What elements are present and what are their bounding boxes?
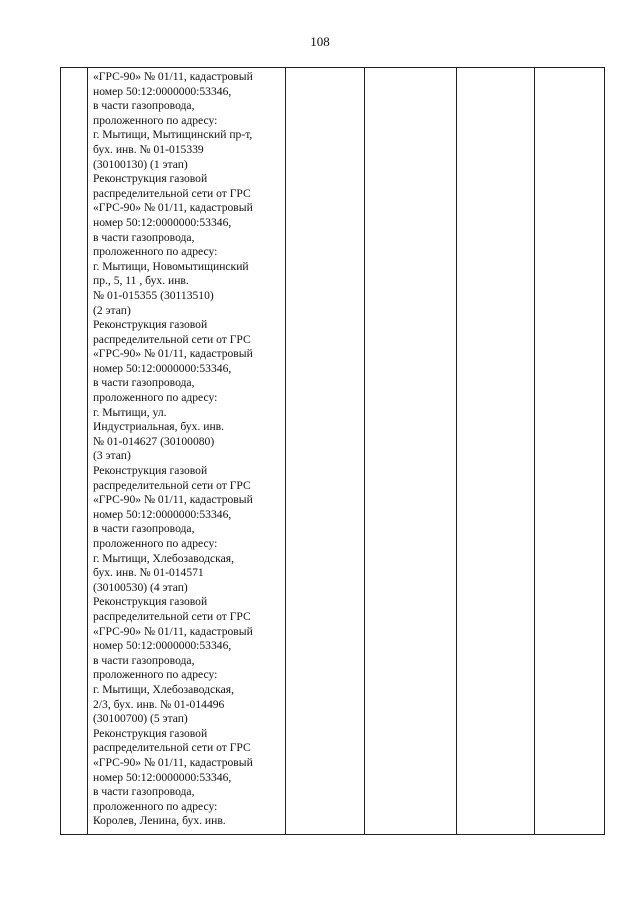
description-line: бух. инв. № 01-015339 bbox=[93, 142, 204, 156]
document-table bbox=[60, 67, 605, 835]
description-line: (30100130) (1 этап) bbox=[93, 157, 188, 171]
description-line: (3 этап) bbox=[93, 449, 131, 463]
description-line: «ГРС-90» № 01/11, кадастровый bbox=[93, 201, 253, 215]
description-line: проложенного по адресу: bbox=[93, 668, 218, 682]
description-line: номер 50:12:0000000:53346, bbox=[93, 639, 232, 653]
description-line: Реконструкция газовой bbox=[93, 726, 208, 740]
column-divider bbox=[456, 68, 457, 834]
description-line: распределительной сети от ГРС bbox=[93, 186, 251, 200]
description-line: Королев, Ленина, бух. инв. bbox=[93, 814, 226, 828]
description-line: номер 50:12:0000000:53346, bbox=[93, 507, 232, 521]
description-line: проложенного по адресу: bbox=[93, 799, 218, 813]
description-line: распределительной сети от ГРС bbox=[93, 741, 251, 755]
description-line: в части газопровода, bbox=[93, 653, 195, 667]
description-line: Индустриальная, бух. инв. bbox=[93, 420, 225, 434]
description-line: г. Мытищи, Мытищинский пр-т, bbox=[93, 128, 253, 142]
description-line: «ГРС-90» № 01/11, кадастровый bbox=[93, 347, 253, 361]
description-line: проложенного по адресу: bbox=[93, 113, 218, 127]
description-line: номер 50:12:0000000:53346, bbox=[93, 770, 232, 784]
description-line: г. Мытищи, Хлебозаводская, bbox=[93, 682, 235, 696]
description-line: Реконструкция газовой bbox=[93, 595, 208, 609]
description-line: «ГРС-90» № 01/11, кадастровый bbox=[93, 755, 253, 769]
column-divider bbox=[364, 68, 365, 834]
description-line: «ГРС-90» № 01/11, кадастровый bbox=[93, 624, 253, 638]
column-divider bbox=[87, 68, 88, 834]
description-line: (2 этап) bbox=[93, 303, 131, 317]
description-line: в части газопровода, bbox=[93, 522, 195, 536]
object-description-cell bbox=[93, 70, 288, 835]
description-line: Реконструкция газовой bbox=[93, 172, 208, 186]
column-divider bbox=[534, 68, 535, 834]
description-line: г. Мытищи, ул. bbox=[93, 405, 167, 419]
description-line: в части газопровода, bbox=[93, 99, 195, 113]
description-line: распределительной сети от ГРС bbox=[93, 609, 251, 623]
description-line: распределительной сети от ГРС bbox=[93, 478, 251, 492]
description-line: (30100700) (5 этап) bbox=[93, 712, 188, 726]
description-line: № 01-015355 (30113510) bbox=[93, 288, 214, 302]
description-line: в части газопровода, bbox=[93, 785, 195, 799]
description-line: распределительной сети от ГРС bbox=[93, 332, 251, 346]
description-line: бух. инв. № 01-014571 bbox=[93, 566, 204, 580]
description-line: 2/3, бух. инв. № 01-014496 bbox=[93, 697, 225, 711]
description-line: Реконструкция газовой bbox=[93, 318, 208, 332]
description-line: «ГРС-90» № 01/11, кадастровый bbox=[93, 70, 253, 83]
description-line: Реконструкция газовой bbox=[93, 464, 208, 478]
description-line: «ГРС-90» № 01/11, кадастровый bbox=[93, 493, 253, 507]
description-line: в части газопровода, bbox=[93, 230, 195, 244]
description-line: (30100530) (4 этап) bbox=[93, 580, 188, 594]
description-line: номер 50:12:0000000:53346, bbox=[93, 215, 232, 229]
description-line: в части газопровода, bbox=[93, 376, 195, 390]
description-line: проложенного по адресу: bbox=[93, 537, 218, 550]
description-line: г. Мытищи, Новомытищинский bbox=[93, 259, 249, 273]
description-line: номер 50:12:0000000:53346, bbox=[93, 361, 232, 375]
description-line: г. Мытищи, Хлебозаводская, bbox=[93, 551, 235, 565]
page-number: 108 bbox=[310, 34, 330, 49]
description-line: № 01-014627 (30100080) bbox=[93, 434, 215, 448]
description-line: номер 50:12:0000000:53346, bbox=[93, 84, 232, 98]
description-line: проложенного по адресу: bbox=[93, 391, 218, 405]
description-line: пр., 5, 11 , бух. инв. bbox=[93, 274, 189, 288]
description-line: проложенного по адресу: bbox=[93, 245, 218, 259]
